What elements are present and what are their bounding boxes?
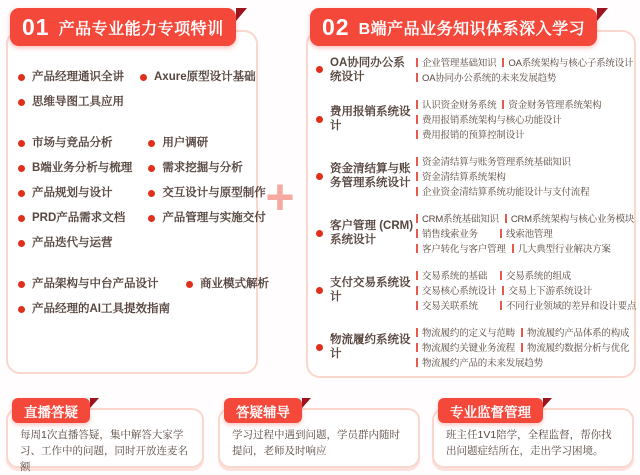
divider-bar-icon	[416, 271, 418, 280]
bullet-dot-icon	[148, 165, 155, 172]
course-group	[18, 136, 266, 251]
sub-item-label: CRM系统架构与核心业务模块	[510, 214, 635, 225]
topic-row	[316, 324, 634, 370]
course-item-label: Axure原型设计基础	[154, 71, 256, 83]
sub-item	[416, 298, 494, 312]
sub-item-label: 物流履约数据分析与优化	[527, 343, 630, 354]
sub-item	[521, 325, 629, 339]
sub-item-label: 物流履约产品的未来发展趋势	[422, 358, 543, 369]
sub-item	[416, 283, 496, 297]
ribbon-fold-icon	[90, 398, 99, 408]
course-item-label: B端业务分析与梳理	[32, 162, 133, 174]
course-item	[18, 95, 124, 110]
sub-item	[502, 97, 601, 111]
sub-item-label: OA系统架构与核心子系统设计	[508, 58, 634, 69]
sub-item	[416, 112, 562, 126]
sub-item	[416, 268, 494, 282]
topic-label-wrap	[316, 219, 416, 247]
bullet-dot-icon	[18, 165, 25, 172]
service-card	[432, 404, 634, 468]
topic-label: 费用报销系统设计	[330, 106, 411, 132]
topic-label-wrap	[316, 56, 416, 84]
course-item-label: 产品架构与中台产品设计	[32, 278, 159, 290]
sub-item	[416, 55, 496, 69]
course-group	[18, 277, 269, 317]
bullet-dot-icon	[18, 240, 25, 247]
sub-item-label: 认识资金财务系统	[422, 100, 497, 111]
sub-item	[416, 325, 515, 339]
divider-bar-icon	[416, 328, 418, 337]
course-item-label: 产品规划与设计	[32, 187, 113, 199]
divider-bar-icon	[416, 130, 418, 139]
course-item	[18, 186, 132, 201]
sub-line	[416, 169, 634, 183]
ribbon-fold-icon	[597, 8, 608, 21]
topic-row	[316, 267, 637, 313]
sub-item	[416, 184, 589, 198]
divider-bar-icon	[416, 157, 418, 166]
sub-item	[416, 355, 543, 369]
topic-row	[316, 96, 634, 142]
sub-item-label: 交易系统的基础	[422, 271, 488, 282]
divider-bar-icon	[416, 244, 418, 253]
topic-label: 客户管理 (CRM) 系统设计	[330, 220, 414, 246]
sub-item-label: 费用报销系统架构与核心功能设计	[422, 115, 562, 126]
service-card-description: 学习过程中遇到问题，学员群内随时提问，老师及时响应	[232, 429, 400, 457]
divider-bar-icon	[521, 328, 523, 337]
course-item-label: 产品管理与实施交付	[162, 212, 266, 224]
service-card-title: 答疑辅导	[236, 404, 290, 420]
sub-line	[416, 154, 634, 168]
sub-item-label: 交易上下游系统设计	[508, 286, 593, 297]
sub-line	[416, 340, 634, 354]
course-item	[18, 302, 170, 317]
sub-line	[416, 325, 634, 339]
service-card-title: 专业监督管理	[450, 404, 531, 420]
sub-item-label: 客户转化与客户管理	[422, 244, 506, 255]
bullet-dot-icon	[140, 74, 147, 81]
sub-line	[416, 97, 634, 111]
topic-row	[316, 54, 634, 85]
sub-item-label: 不同行业领域的差异和设计要点	[506, 301, 637, 312]
sub-item	[416, 211, 499, 225]
divider-bar-icon	[416, 100, 418, 109]
course-item	[18, 236, 132, 251]
divider-bar-icon	[502, 286, 504, 295]
ribbon-fold-icon	[302, 398, 311, 408]
sub-item	[416, 127, 524, 141]
topic-sub-list	[416, 267, 636, 313]
course-item-label: 商业模式解析	[200, 278, 269, 290]
course-item	[186, 277, 269, 292]
divider-bar-icon	[416, 286, 418, 295]
sub-line	[416, 268, 636, 282]
topic-label-wrap	[316, 105, 416, 133]
sub-item	[416, 70, 556, 84]
section-1-number: 01	[22, 13, 50, 40]
topic-label: 资金清结算与账务管理系统设计	[330, 163, 411, 189]
bullet-dot-icon	[148, 215, 155, 222]
section-1-title: 产品专业能力专项特训	[58, 20, 224, 38]
course-item	[140, 70, 256, 85]
section-2-title: B端产品业务知识体系深入学习	[358, 20, 586, 38]
service-card-description: 班主任1V1陪学，全程监督，帮你找出问题症结所在，走出学习困境。	[446, 429, 612, 457]
course-item-label: 市场与竞品分析	[32, 137, 113, 149]
sub-item-label: 线索池管理	[506, 229, 553, 240]
bullet-dot-icon	[18, 99, 25, 106]
section-2-number: 02	[322, 13, 350, 40]
course-item-label: 需求挖掘与分析	[162, 162, 243, 174]
topic-label: 支付交易系统设计	[330, 277, 411, 303]
ribbon-fold-icon	[543, 398, 552, 408]
course-item	[18, 277, 170, 292]
divider-bar-icon	[512, 244, 514, 253]
course-item-label: 思维导图工具应用	[32, 96, 124, 108]
sub-item-label: 资金清结算与账务管理系统基础知识	[422, 157, 571, 168]
course-item	[18, 211, 132, 226]
service-card-badge	[12, 398, 90, 423]
sub-item-label: 资金财务管理系统架构	[508, 100, 602, 111]
service-card-badge	[224, 398, 302, 423]
course-group	[18, 70, 256, 110]
divider-bar-icon	[416, 58, 418, 67]
bullet-dot-icon	[316, 344, 323, 351]
topic-sub-list	[416, 324, 634, 370]
section-2-topic-list	[316, 54, 637, 381]
sub-item	[416, 97, 496, 111]
divider-bar-icon	[502, 100, 504, 109]
topic-sub-list	[416, 96, 634, 142]
divider-bar-icon	[416, 187, 418, 196]
section-2-header-ribbon	[310, 8, 597, 46]
divider-bar-icon	[416, 172, 418, 181]
sub-line	[416, 283, 636, 297]
sub-item	[500, 226, 553, 240]
topic-sub-list	[416, 54, 634, 85]
divider-bar-icon	[416, 358, 418, 367]
course-item	[148, 186, 266, 201]
sub-line	[416, 70, 634, 84]
divider-bar-icon	[416, 115, 418, 124]
sub-item-label: 交易核心系统设计	[422, 286, 497, 297]
service-card-badge	[438, 398, 543, 423]
sub-item	[502, 283, 592, 297]
bullet-dot-icon	[18, 306, 25, 313]
bullet-dot-icon	[18, 281, 25, 288]
sub-item	[500, 268, 571, 282]
course-item-label: 交互设计与原型制作	[162, 187, 266, 199]
course-item-label: 产品迭代与运营	[32, 237, 113, 249]
sub-line	[416, 55, 634, 69]
sub-item	[505, 211, 634, 225]
sub-item-label: 销售线索业务	[422, 229, 478, 240]
course-item	[148, 136, 266, 151]
sub-line	[416, 355, 634, 369]
topic-row	[316, 210, 634, 256]
bullet-dot-icon	[18, 140, 25, 147]
topic-sub-list	[416, 210, 634, 256]
sub-item-label: 交易关联系统	[422, 301, 478, 312]
topic-row	[316, 153, 634, 199]
sub-item-label: 物流履约关键业务流程	[422, 343, 516, 354]
divider-bar-icon	[500, 301, 502, 310]
bullet-dot-icon	[316, 287, 323, 294]
course-item	[148, 211, 266, 226]
sub-item	[416, 340, 515, 354]
sub-line	[416, 184, 634, 198]
service-card	[218, 404, 420, 468]
sub-item-label: 物流履约的定义与范畴	[422, 328, 516, 339]
sub-line	[416, 127, 634, 141]
topic-label: 物流履约系统设计	[330, 334, 411, 360]
sub-line	[416, 226, 634, 240]
bullet-dot-icon	[18, 215, 25, 222]
ribbon-fold-icon	[236, 8, 247, 21]
sub-item	[416, 169, 506, 183]
divider-bar-icon	[521, 343, 523, 352]
divider-bar-icon	[500, 271, 502, 280]
service-card-description: 每周1次直播答疑，集中解答大家学习、工作中的问题，同时开放连麦名额	[20, 429, 188, 473]
bullet-dot-icon	[148, 140, 155, 147]
divider-bar-icon	[416, 301, 418, 310]
sub-item	[416, 241, 506, 255]
sub-item-label: 交易系统的组成	[506, 271, 572, 282]
bullet-dot-icon	[316, 230, 323, 237]
course-item	[148, 161, 266, 176]
bullet-dot-icon	[316, 116, 323, 123]
topic-label-wrap	[316, 162, 416, 190]
bullet-dot-icon	[18, 190, 25, 197]
divider-bar-icon	[416, 343, 418, 352]
sub-item-label: 费用报销的预算控制设计	[422, 130, 525, 141]
sub-item-label: 几大典型行业解决方案	[517, 244, 611, 255]
topic-sub-list	[416, 153, 634, 199]
sub-item-label: OA协同办公系统的未来发展趋势	[422, 73, 557, 84]
sub-item	[521, 340, 629, 354]
sub-item-label: CRM系统基础知识	[422, 214, 499, 225]
sub-line	[416, 211, 634, 225]
sub-item-label: 资金清结算系统架构	[422, 172, 506, 183]
course-item	[18, 70, 124, 85]
section-1-course-list	[18, 70, 269, 343]
divider-bar-icon	[416, 73, 418, 82]
course-item	[18, 136, 132, 151]
course-item-label: PRD产品需求文档	[32, 212, 126, 224]
divider-bar-icon	[505, 214, 507, 223]
bullet-dot-icon	[316, 66, 323, 73]
sub-item	[416, 226, 494, 240]
service-card-title: 直播答疑	[24, 404, 78, 420]
sub-item	[502, 55, 633, 69]
divider-bar-icon	[416, 214, 418, 223]
sub-item-label: 企业管理基础知识	[422, 58, 497, 69]
sub-item-label: 企业资金清结算系统功能设计与支付流程	[422, 187, 590, 198]
course-item-label: 产品经理的AI工具提效指南	[32, 303, 170, 315]
bullet-dot-icon	[186, 281, 193, 288]
sub-item	[416, 154, 571, 168]
divider-bar-icon	[502, 58, 504, 67]
course-item-label: 用户调研	[162, 137, 209, 149]
service-card	[6, 404, 204, 473]
divider-bar-icon	[500, 229, 502, 238]
topic-label: OA协同办公系统设计	[330, 56, 405, 83]
bullet-dot-icon	[18, 74, 25, 81]
sub-line	[416, 298, 636, 312]
plus-icon: +	[265, 169, 295, 225]
bullet-dot-icon	[316, 173, 323, 180]
sub-line	[416, 112, 634, 126]
bullet-dot-icon	[148, 190, 155, 197]
topic-label-wrap	[316, 276, 416, 304]
course-item	[18, 161, 132, 176]
topic-label-wrap	[316, 333, 416, 361]
sub-line	[416, 241, 634, 255]
sub-item	[512, 241, 611, 255]
course-item-label: 产品经理通识全讲	[32, 71, 124, 83]
sub-item	[500, 298, 636, 312]
sub-item-label: 物流履约产品体系的构成	[527, 328, 630, 339]
section-1-header-ribbon	[10, 8, 236, 46]
divider-bar-icon	[416, 229, 418, 238]
